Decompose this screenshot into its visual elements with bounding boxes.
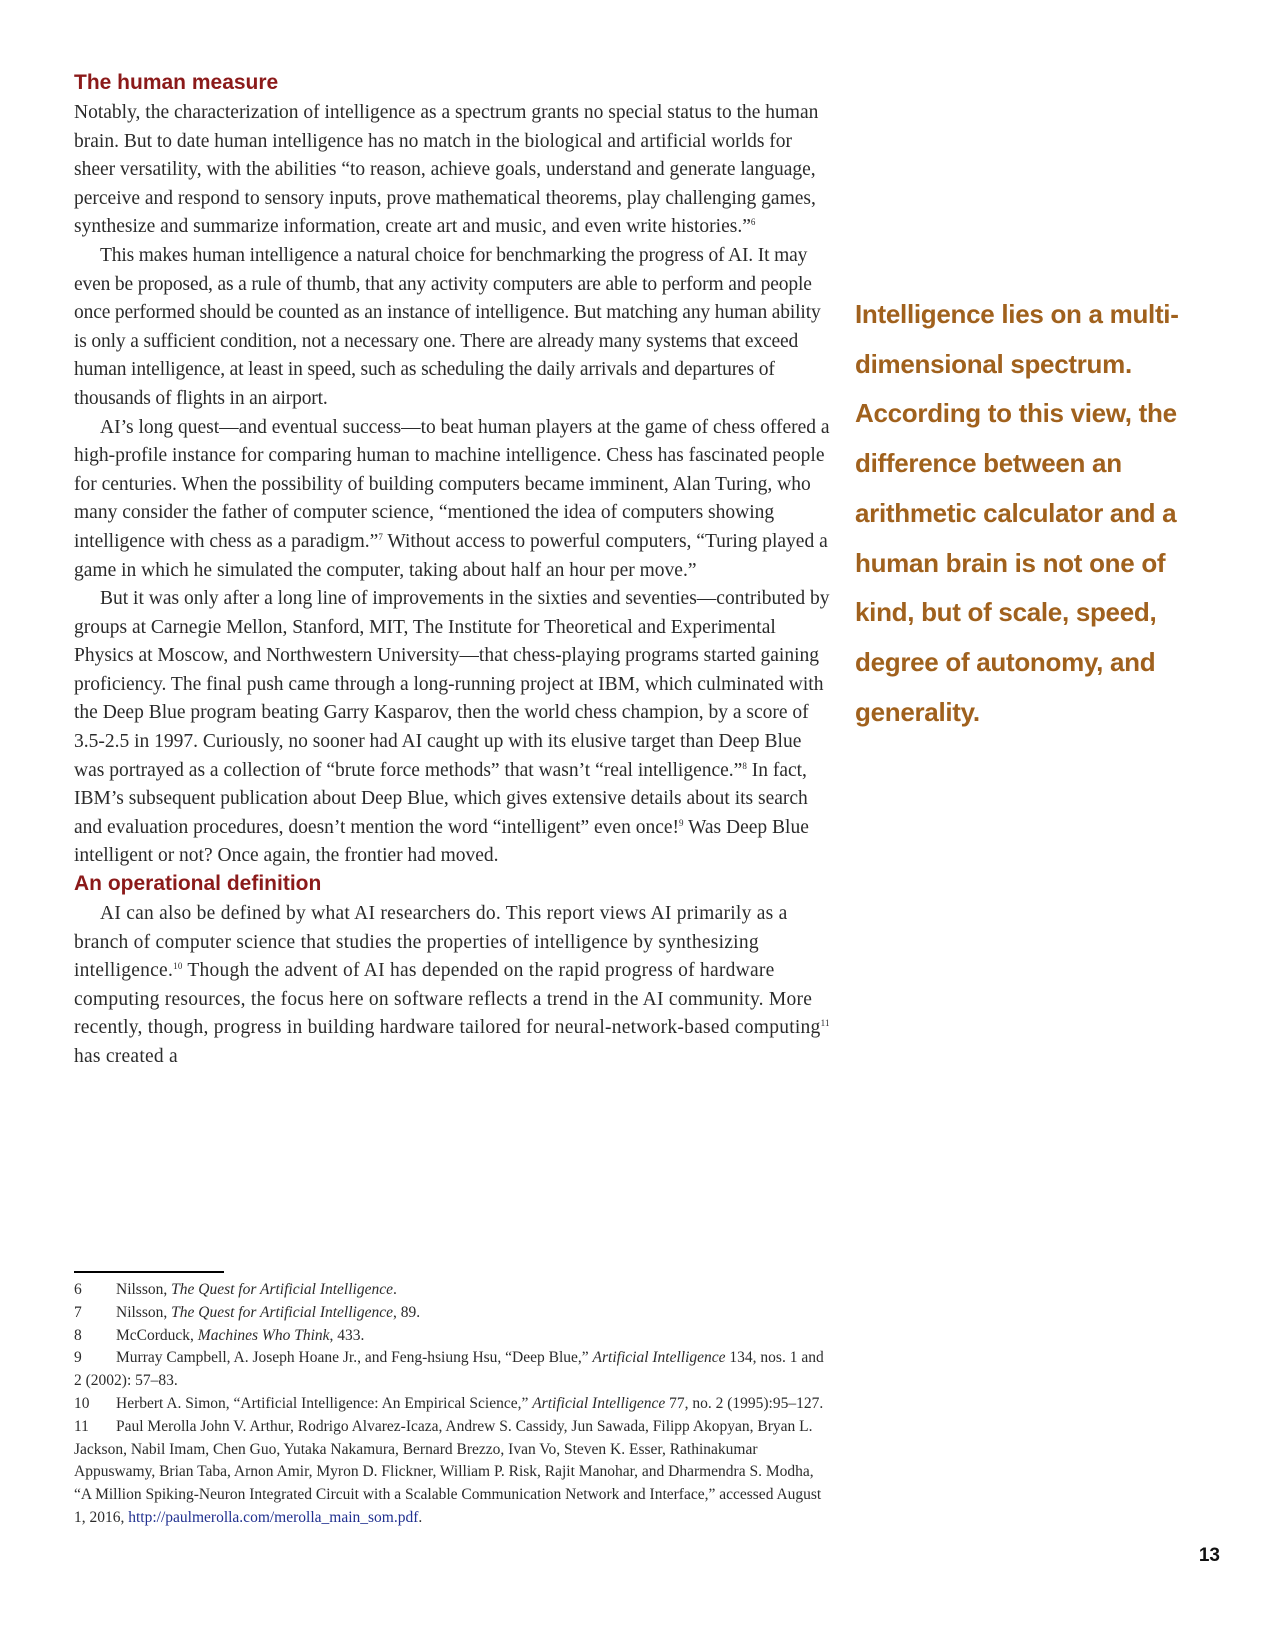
paragraph-text: In fact, IBM’s subsequent publication about Deep Blue, which gives extensive details about its search and evaluation procedures, doesn’t mention the word “intelligent” even once! — [74, 759, 808, 838]
footnote-item — [74, 1279, 832, 1302]
pull-quote: Intelligence lies on a multi-dimensional spectrum. According to this view, the difference between an arithmetic calculator and a human brain is not one of kind, but of scale, speed, degree of autonomy, and generality. — [855, 299, 1179, 727]
paragraph — [74, 99, 830, 242]
footnote-rest: . — [418, 1508, 423, 1526]
paragraph-text: AI can also be defined by what AI researchers do. This report views AI primarily as a branch of computer science that studies the properties of intelligence by synthesizing intelligence. — [74, 903, 788, 982]
paragraph-text: Though the advent of AI has depended on the rapid progress of hardware computing resources, the focus here on software reflects a trend in the AI community. More recently, though, progress in building hardware tailored for neural-network-based computing — [74, 960, 821, 1039]
footnote-author: McCorduck, — [116, 1326, 198, 1344]
footnote-number: 6 — [74, 1281, 82, 1298]
footnote-ref[interactable]: 11 — [820, 1018, 830, 1029]
footnote-item — [74, 1302, 832, 1325]
footnote-rest: , 89. — [392, 1303, 421, 1321]
paragraph-text: AI’s long quest—and eventual success—to beat human players at the game of chess offered a high-profile instance for comparing human to machine intelligence. Chess has fascinated people for centuries. When the possibility of building computers became imminent, Alan Turing, who many consider the father of computer science, “mentioned the idea of computers showing intelligence with chess as a paradigm.” — [74, 416, 830, 552]
footnote-ref[interactable]: 6 — [750, 217, 756, 228]
footnote-author: Murray Campbell, A. Joseph Hoane Jr., and Feng-hsiung Hsu, “Deep Blue,” — [116, 1349, 593, 1367]
paragraph-text: Without access to powerful computers, “Turing played a game in which he simulated the computer, taking about half an hour per move.” — [74, 530, 828, 581]
footnote-author: Paul Merolla John V. Arthur, Rodrigo Alvarez-Icaza, Andrew S. Cassidy, Jun Sawada, Filipp Akopyan, Bryan L. Jackson, Nabil Imam, Chen Guo, Yutaka Nakamura, Bernard Brezzo, Ivan Vo, Steven K. Esser, Rathinakumar Appuswamy, Brian Taba, Arnon Amir, Myron D. Flickner, William P. Risk, Rajit Manohar, and Dharmendra S. Modha, “A Million Spiking-Neuron Integrated Circuit with a Scalable Communication Network and Interface,” accessed August 1, 2016, — [74, 1417, 822, 1526]
main-column — [74, 70, 830, 1072]
footnote-title: The Quest for Artificial Intelligence — [171, 1281, 393, 1298]
footnote-number: 10 — [74, 1394, 90, 1412]
paragraph-text: has created a — [74, 1046, 178, 1067]
paragraph-text: Was Deep Blue intelligent or not? Once again, the frontier had moved. — [74, 816, 809, 867]
footnotes — [74, 1279, 832, 1530]
footnote-title: Artificial Intelligence — [532, 1394, 666, 1412]
footnote-ref[interactable]: 8 — [742, 760, 747, 771]
paragraph — [74, 414, 830, 586]
footnote-number: 9 — [74, 1349, 82, 1367]
footnote-title: The Quest for Artificial Intelligence — [171, 1303, 393, 1321]
page-number: 13 — [1198, 1545, 1220, 1566]
footnote-item — [74, 1416, 832, 1530]
footnote-number: 7 — [74, 1303, 82, 1321]
footnote-ref[interactable]: 9 — [679, 817, 684, 828]
footnote-rest: . — [392, 1281, 397, 1298]
footnote-rest: 134, nos. 1 and 2 (2002): 57–83. — [74, 1349, 824, 1390]
footnote-item — [74, 1347, 832, 1393]
footnote-number: 11 — [74, 1417, 89, 1435]
paragraph-text: But it was only after a long line of improvements in the sixties and seventies—contributed by groups at Carnegie Mellon, Stanford, MIT, The Institute for Theoretical and Experimental Physics at Moscow, and Northwestern University—that chess-playing programs started gaining proficiency. The final push came through a long-running project at IBM, which culminated with the Deep Blue program beating Garry Kasparov, then the world chess champion, by a score of 3.5-2.5 in 1997. Curiously, no sooner had AI caught up with its elusive target than Deep Blue was portrayed as a collection of “brute force methods” that wasn’t “real intelligence.” — [74, 588, 830, 781]
footnote-title: Artificial Intelligence — [592, 1349, 726, 1367]
footnote-divider — [74, 1271, 224, 1273]
paragraph-text: This makes human intelligence a natural choice for benchmarking the progress of AI. It may even be proposed, as a rule of thumb, that any activity computers are able to perform and people once performed should be counted as an instance of intelligence. But matching any human ability is only a sufficient condition, not a necessary one. There are already many systems that exceed human intelligence, at least in speed, such as scheduling the daily arrivals and departures of thousands of flights in an airport. — [74, 244, 821, 409]
footnote-author: Herbert A. Simon, “Artificial Intelligence: An Empirical Science,” — [116, 1394, 533, 1412]
section-heading-human-measure: The human measure — [74, 71, 279, 94]
footnote-ref[interactable]: 7 — [378, 531, 383, 542]
footnote-ref[interactable]: 10 — [173, 961, 183, 972]
footnote-number: 8 — [74, 1326, 82, 1344]
section-heading-operational-definition: An operational definition — [74, 872, 322, 896]
footnote-item — [74, 1325, 832, 1348]
paragraph-text: Notably, the characterization of intelligence as a spectrum grants no special status to the human brain. But to date human intelligence has no match in the biological and artificial worlds for sheer versatility, with the abilities “to reason, achieve goals, understand and generate language, perceive and respond to sensory inputs, prove mathematical theorems, play challenging games, synthesize and summarize information, create art and music, and even write histories.” — [74, 102, 819, 238]
footnote-rest: , 433. — [329, 1326, 365, 1344]
footnote-title: Machines Who Think — [197, 1326, 330, 1344]
paragraph — [74, 900, 830, 1072]
footnote-author: Nilsson, — [116, 1281, 172, 1298]
footnote-link[interactable]: http://paulmerolla.com/merolla_main_som.pdf — [128, 1508, 419, 1526]
footnote-item — [74, 1393, 832, 1416]
paragraph — [74, 242, 830, 414]
footnote-rest: 77, no. 2 (1995):95–127. — [665, 1394, 824, 1412]
footnote-author: Nilsson, — [116, 1303, 172, 1321]
paragraph — [74, 585, 830, 871]
